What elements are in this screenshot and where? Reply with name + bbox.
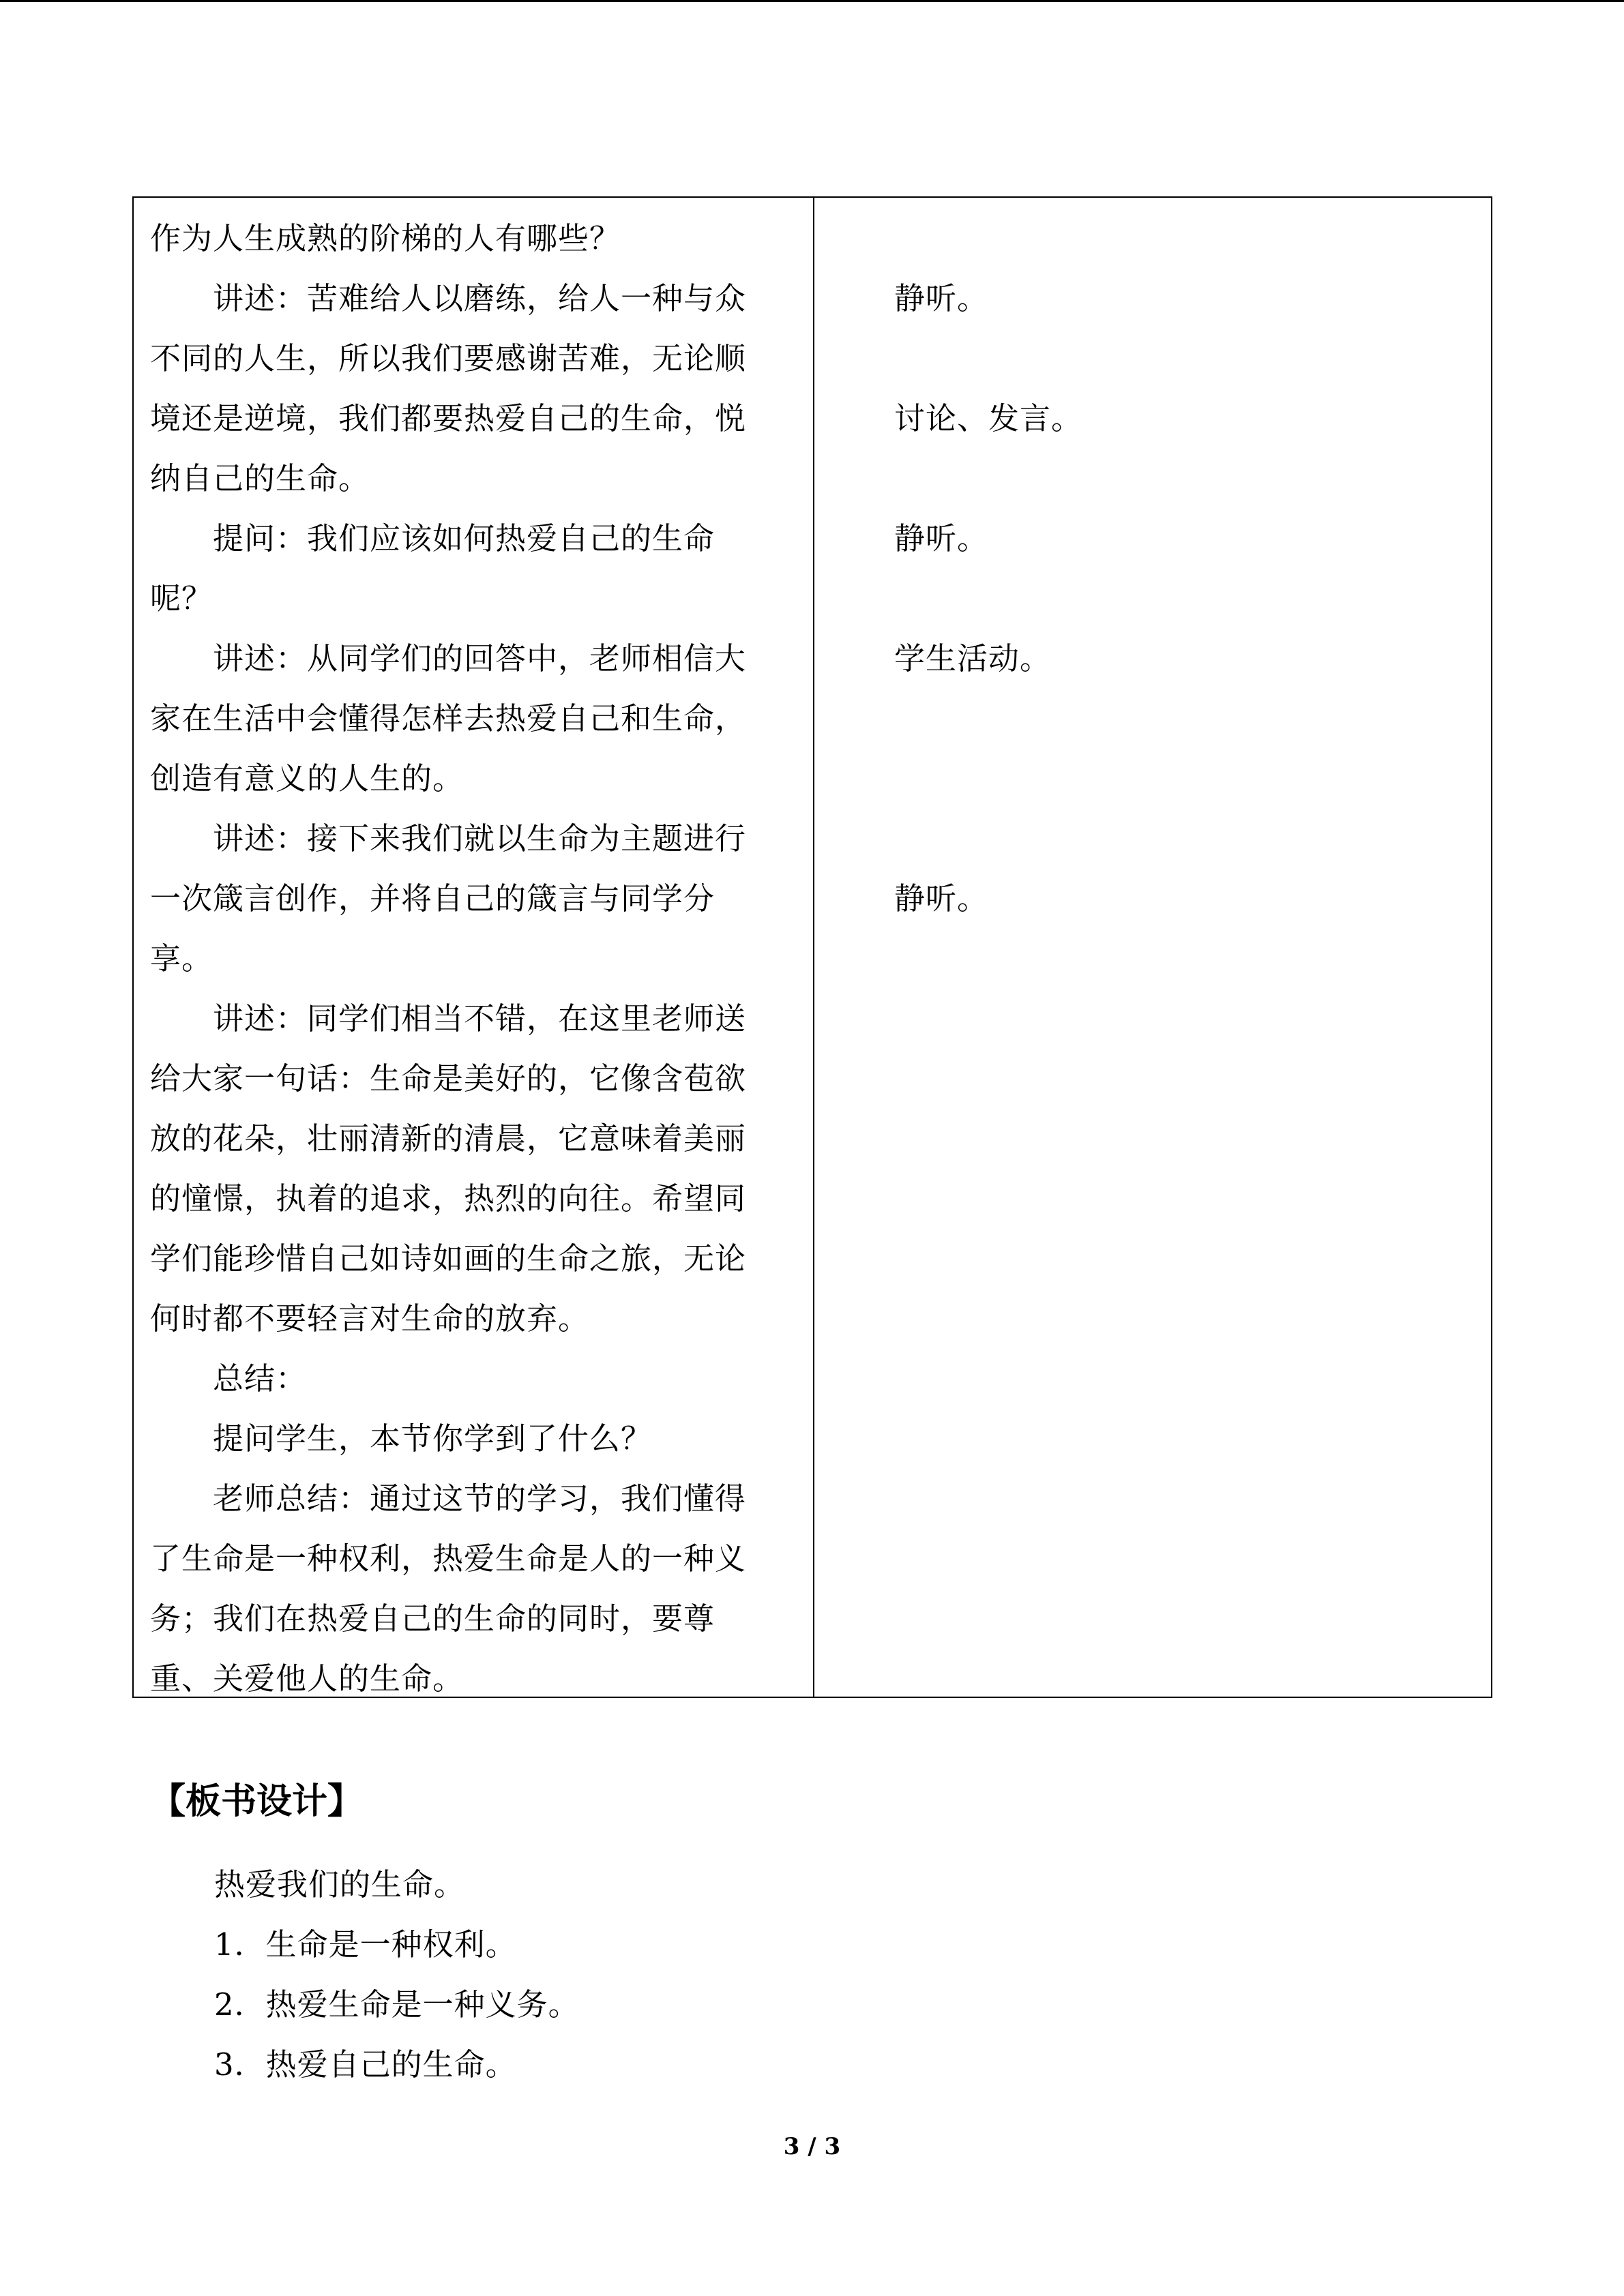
board-line: 3．热爱自己的生命。 xyxy=(214,2046,517,2083)
column-divider xyxy=(813,198,814,1697)
teacher-line: 家在生活中会懂得怎样去热爱自己和生命， xyxy=(150,700,747,736)
teacher-line: 老师总结：通过这节的学习，我们懂得 xyxy=(150,1480,747,1517)
teacher-line: 创造有意义的人生的。 xyxy=(150,760,464,796)
teacher-line: 提问：我们应该如何热爱自己的生命 xyxy=(150,520,715,556)
teacher-line: 作为人生成熟的阶梯的人有哪些？ xyxy=(150,220,621,256)
board-line: 1．生命是一种权利。 xyxy=(214,1926,517,1963)
student-activity: 静听。 xyxy=(894,880,989,916)
teacher-line: 学们能珍惜自己如诗如画的生命之旅，无论 xyxy=(150,1240,747,1277)
teacher-line: 了生命是一种权利，热爱生命是人的一种义 xyxy=(150,1540,747,1577)
teacher-line: 总结： xyxy=(150,1360,308,1397)
teacher-line: 放的花朵，壮丽清新的清晨，它意味着美丽 xyxy=(150,1120,747,1157)
teacher-line: 重、关爱他人的生命。 xyxy=(150,1660,464,1697)
teacher-line: 的憧憬，执着的追求，热烈的向往。希望同 xyxy=(150,1180,747,1217)
teacher-line: 呢？ xyxy=(150,580,213,616)
teacher-line: 不同的人生，所以我们要感谢苦难，无论顺 xyxy=(150,340,747,376)
board-design-title: 【板书设计】 xyxy=(150,1780,364,1822)
board-line: 2．热爱生命是一种义务。 xyxy=(214,1986,580,2023)
teacher-line: 讲述：同学们相当不错，在这里老师送 xyxy=(150,1000,747,1037)
teacher-line: 讲述：从同学们的回答中，老师相信大 xyxy=(150,640,747,676)
teacher-line: 提问学生，本节你学到了什么？ xyxy=(150,1420,653,1457)
teacher-line: 务；我们在热爱自己的生命的同时，要尊 xyxy=(150,1600,715,1637)
teacher-line: 一次箴言创作，并将自己的箴言与同学分 xyxy=(150,880,715,916)
board-line: 热爱我们的生命。 xyxy=(214,1866,466,1903)
teacher-line: 讲述：接下来我们就以生命为主题进行 xyxy=(150,820,747,856)
top-border-line xyxy=(0,0,1624,2)
student-activity: 静听。 xyxy=(894,280,989,316)
teacher-line: 给大家一句话：生命是美好的，它像含苞欲 xyxy=(150,1060,747,1097)
teacher-line: 何时都不要轻言对生命的放弃。 xyxy=(150,1300,590,1337)
student-activity: 讨论、发言。 xyxy=(894,400,1083,436)
teacher-line: 境还是逆境，我们都要热爱自己的生命，悦 xyxy=(150,400,747,436)
teacher-line: 讲述：苦难给人以磨练，给人一种与众 xyxy=(150,280,747,316)
student-activity: 学生活动。 xyxy=(894,640,1052,676)
lesson-table xyxy=(132,196,1492,1698)
teacher-line: 纳自己的生命。 xyxy=(150,460,370,496)
student-activity: 静听。 xyxy=(894,520,989,556)
teacher-line: 享。 xyxy=(150,940,213,976)
page-number: 3 / 3 xyxy=(783,2133,841,2160)
